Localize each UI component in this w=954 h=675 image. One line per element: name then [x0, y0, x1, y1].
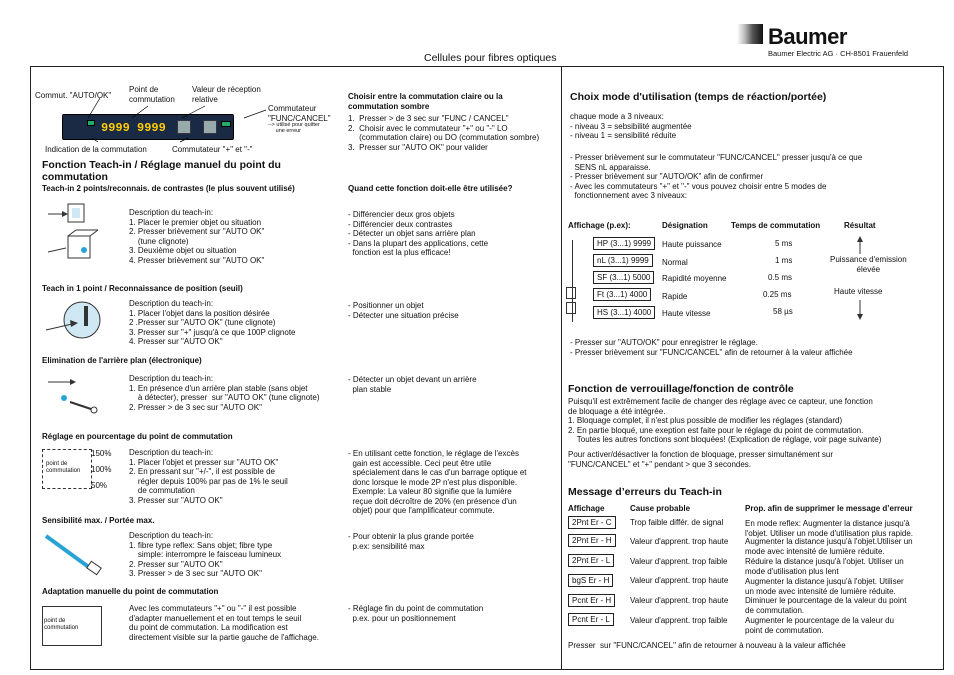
mode-header-time: Temps de commutation	[731, 221, 821, 230]
mode-row-5-name: Haute vitesse	[662, 309, 711, 318]
lock-text-2: Pour activer/désactiver la fonction de bloquage, presser simultanément sur "FUNC/CANCEL" et "+" pendant > que 3 secondes.	[568, 450, 834, 469]
light-dark-text: 1. Presser > de 3 sec sur "FUNC / CANCEL" 2. Choisir avec le commutateur "+" ou "-" LO (commutation claire) ou DO (commutation sombre) 3. Presser sur "AUTO OK" pour valider	[348, 114, 540, 152]
mode-row-5-display: HS (3...1) 4000	[593, 306, 655, 319]
mode-text: chaque mode a 3 niveaux: - niveau 3 = sebsibilité augmentée - niveau 1 = sensibilité réduite	[570, 112, 692, 140]
use-case-2: - Positionner un objet - Détecter une situation précise	[348, 301, 459, 320]
when-use-title: Quand cette fonction doit-elle être utilisée?	[348, 184, 513, 193]
s2-text: Description du teach-in: 1. Placer l'objet dans la position désirée 2 .Presser sur "AUTO OK" (tune clignote) 3. Presser sur "+" jusqu'à ce que 100P clignote 4. Presser sur "AUTO OK"	[129, 299, 296, 346]
error-row-2-cause: Valeur d'apprent. trop haute	[630, 537, 729, 546]
two-point-diagram	[42, 200, 104, 262]
s4-150: 150%	[91, 449, 112, 458]
use-case-1: - Différencier deux gros objets - Différencier deux contrastes - Détecter un objet sans arrière plan - Dans la plupart des applications, cette fonction est la plus efficace!	[348, 210, 489, 257]
label-func-note: --> utilisé pour quitter une erreur	[268, 122, 320, 134]
error-row-1-cause: Trop faible différ. de signal	[630, 518, 724, 527]
error-row-1-fix: En mode reflex: Augmenter la distance jusqu'à l'objet. Utiliser un mode d'utilisation plus rapide.	[745, 519, 914, 538]
s4-100: 100%	[91, 465, 112, 474]
error-header-display: Affichage	[568, 504, 605, 513]
s1-text: Description du teach-in: 1. Placer le premier objet ou situation 2. Presser brièvement sur "AUTO OK" (tune clignote) 3. Deuxième objet ou situation 4. Presser brièvement sur "AUTO OK"	[129, 208, 265, 265]
mode-row-2-name: Normal	[662, 258, 688, 267]
label-switch-point: Point de commutation	[129, 85, 175, 104]
s6-text: Avec les commutateurs "+" ou "-" il est possible d'adapter manuellement et en tout temps le seuil du point de commutation. La modification est directement visible sur la partie gauche de l'affichage.	[129, 604, 319, 642]
label-switch-indication: Indication de la commutation	[45, 145, 147, 154]
doc-icon	[566, 287, 576, 299]
edit-icon	[566, 302, 576, 314]
error-row-6-cause: Valeur d'apprent. trop faible	[630, 616, 728, 625]
error-row-3-fix: Réduire la distance jusqu'à l'objet. Utiliser un mode d'utilisation plus lent	[745, 557, 904, 576]
error-row-4-cause: Valeur d'apprent. trop haute	[630, 576, 729, 585]
s4-title: Réglage en pourcentage du point de commutation	[42, 432, 233, 441]
mode-row-1-name: Haute puissance	[662, 240, 722, 249]
fiber-diagram	[42, 528, 106, 578]
result-arrow	[850, 236, 870, 320]
s5-title: Sensibilité max. / Portée max.	[42, 516, 155, 525]
mode-row-4-display: Ft (3...1) 4000	[593, 288, 651, 301]
s4-text: Description du teach-in: 1. Placer l'objet et presser sur "AUTO OK" 2. En pressant sur "+/-", il est possible de régler depuis 100% par pas de 1% le seuil de commutation 3. Presser sur "AUTO OK"	[129, 448, 288, 505]
error-row-4-fix: Augmenter la distance jusqu'à l'objet. Utiliser un mode avec intensité de lumière réduite.	[745, 577, 904, 596]
mode-row-1-display: HP (3...1) 9999	[593, 237, 655, 250]
brand-name: Baumer	[768, 24, 847, 49]
error-header-cause: Cause probable	[630, 504, 691, 513]
column-divider	[561, 66, 562, 670]
background-diagram	[42, 372, 104, 416]
error-header-fix: Prop. afin de supprimer le message d’erreur	[745, 504, 913, 513]
s3-text: Description du teach-in: 1. En présence d'un arrière plan stable (sans objet à détecter), presser sur "AUTO OK" (tune clignote) 2. Presser > de 3 sec sur "AUTO OK"	[129, 374, 320, 412]
result-bottom: Haute vitesse	[834, 287, 883, 296]
label-func-cancel: Commutateur "FUNC/CANCEL"	[268, 104, 331, 123]
label-plus-minus: Commutateur "+" et "-"	[172, 145, 253, 154]
error-row-2-display: 2Pnt Er - H	[568, 534, 616, 547]
use-case-6: - Réglage fin du point de commutation p.ex. pour un positionnement	[348, 604, 484, 623]
mode-row-3-name: Rapidité moyenne	[662, 274, 727, 283]
mode-row-5-time: 58 µs	[773, 307, 793, 316]
mode-header-result: Résultat	[844, 221, 876, 230]
use-case-5: - Pour obtenir la plus grande portée p.ex: sensibilité max	[348, 532, 474, 551]
error-row-5-display: Pcnt Er - H	[568, 594, 615, 607]
mode-row-3-display: SF (3...1) 5000	[593, 271, 654, 284]
error-row-5-fix: Diminuer le pourcentage de la valeur du point de commutation.	[745, 596, 907, 615]
mode-row-3-time: 0.5 ms	[768, 273, 793, 282]
error-row-1-display: 2Pnt Er - C	[568, 516, 616, 529]
error-end-text: Presser sur "FUNC/CANCEL" afin de retourner à nouveau à la valeur affichée	[568, 641, 846, 650]
page-title: Cellules pour fibres optiques	[424, 52, 557, 64]
label-reception-value: Valeur de réception relative	[192, 85, 261, 104]
mode-row-4-name: Rapide	[662, 292, 688, 301]
s6-title: Adaptation manuelle du point de commutation	[42, 587, 219, 596]
teach-in-title: Fonction Teach-in / Réglage manuel du point du commutation	[42, 159, 281, 183]
mode-row-2-time: 1 ms	[775, 256, 793, 265]
s2-title: Teach in 1 point / Reconnaissance de position (seuil)	[42, 284, 243, 293]
mode-header-display: Affichage (p.ex):	[568, 221, 631, 230]
use-case-4: - En utilisant cette fonction, le réglage de l'excès gain est accessible. Ceci peut être utile spécialement dans le cas d'un barrage optique et donc lorsque le mode 2P n'est plus disponible. Exemple: La valeur 80 signifie que la lumière reçue doit décroître de 20% (en présence d'un objet) pour que l'amplificateur commute.	[348, 449, 527, 515]
error-row-6-fix: Augmenter le pourcentage de la valeur du point de commutation.	[745, 616, 894, 635]
s4-point-label: point de commutation	[46, 461, 81, 474]
company-address: Baumer Electric AG · CH-8501 Frauenfeld	[768, 49, 909, 58]
s3-title: Elimination de l'arrière plan (électronique)	[42, 356, 202, 365]
lock-title: Fonction de verrouillage/fonction de contrôle	[568, 383, 794, 395]
mode-header-name: Désignation	[662, 221, 708, 230]
error-row-3-cause: Valeur d'apprent. trop faible	[630, 557, 728, 566]
label-auto-ok: Commut. "AUTO/OK"	[35, 91, 112, 100]
s4-50: 50%	[91, 481, 108, 490]
mode-steps: - Presser brièvement sur le commutateur "FUNC/CANCEL" presser jusqu'à ce que SENS nL apparaisse. - Presser brièvement sur "AUTO/OK" afin de confirmer - Avec les commutateurs "+" et "-" vous pouvez choisir entre 5 modes de fonctionnement avec 3 niveaux:	[570, 153, 863, 200]
one-point-diagram	[42, 298, 104, 342]
error-title: Message d’erreurs du Teach-in	[568, 486, 722, 498]
error-row-4-display: bgS Er - H	[568, 574, 613, 587]
light-dark-title: Choisir entre la commutation claire ou la commutation sombre	[348, 92, 503, 111]
mode-row-4-time: 0.25 ms	[763, 290, 792, 299]
device-display: 9999 9999	[101, 121, 166, 135]
mode-end-text: - Presser sur "AUTO/OK" pour enregistrer le réglage. - Presser brièvement sur "FUNC/CANCEL" afin de retourner à la valeur affichée	[570, 338, 853, 357]
use-case-3: - Détecter un objet devant un arrière plan stable	[348, 375, 477, 394]
s1-title: Teach-in 2 points/reconnais. de contrastes (le plus souvent utilisé)	[42, 184, 295, 193]
mode-title: Choix mode d'utilisation (temps de réaction/portée)	[570, 91, 827, 103]
result-top: Puissance d'emission élevée	[830, 255, 907, 274]
s5-text: Description du teach-in: 1. fibre type reflex: Sans objet; fibre type simple: interrompre le faisceau lumineux 2. Presser sur "AUTO OK" 3. Presser > de 3 sec sur "AUTO OK"	[129, 531, 282, 578]
error-row-5-cause: Valeur d'apprent. trop haute	[630, 596, 729, 605]
s6-point-label: point de commutation	[44, 618, 79, 631]
error-row-6-display: Pcnt Er - L	[568, 613, 614, 626]
lock-text: Puisqu'il est extrêmement facile de changer des réglage avec ce capteur, une fonction de bloquage a été intégrée. 1. Bloquage complet, il n'est plus possible de modifier les réglages (standard) 2. En partie bloqué, une exeption est faite pour le réglage du point de commutation. Toutes les autres fonctions sont bloquées! (Explication de réglage, voir page suivante)	[568, 397, 882, 444]
error-row-3-display: 2Pnt Er - L	[568, 554, 614, 567]
error-row-2-fix: Augmenter la distance jusqu'à l'objet.Utiliser un mode avec intensité de lumière réduite.	[745, 537, 913, 556]
mode-row-1-time: 5 ms	[775, 239, 793, 248]
mode-row-2-display: nL (3...1) 9999	[593, 254, 653, 267]
